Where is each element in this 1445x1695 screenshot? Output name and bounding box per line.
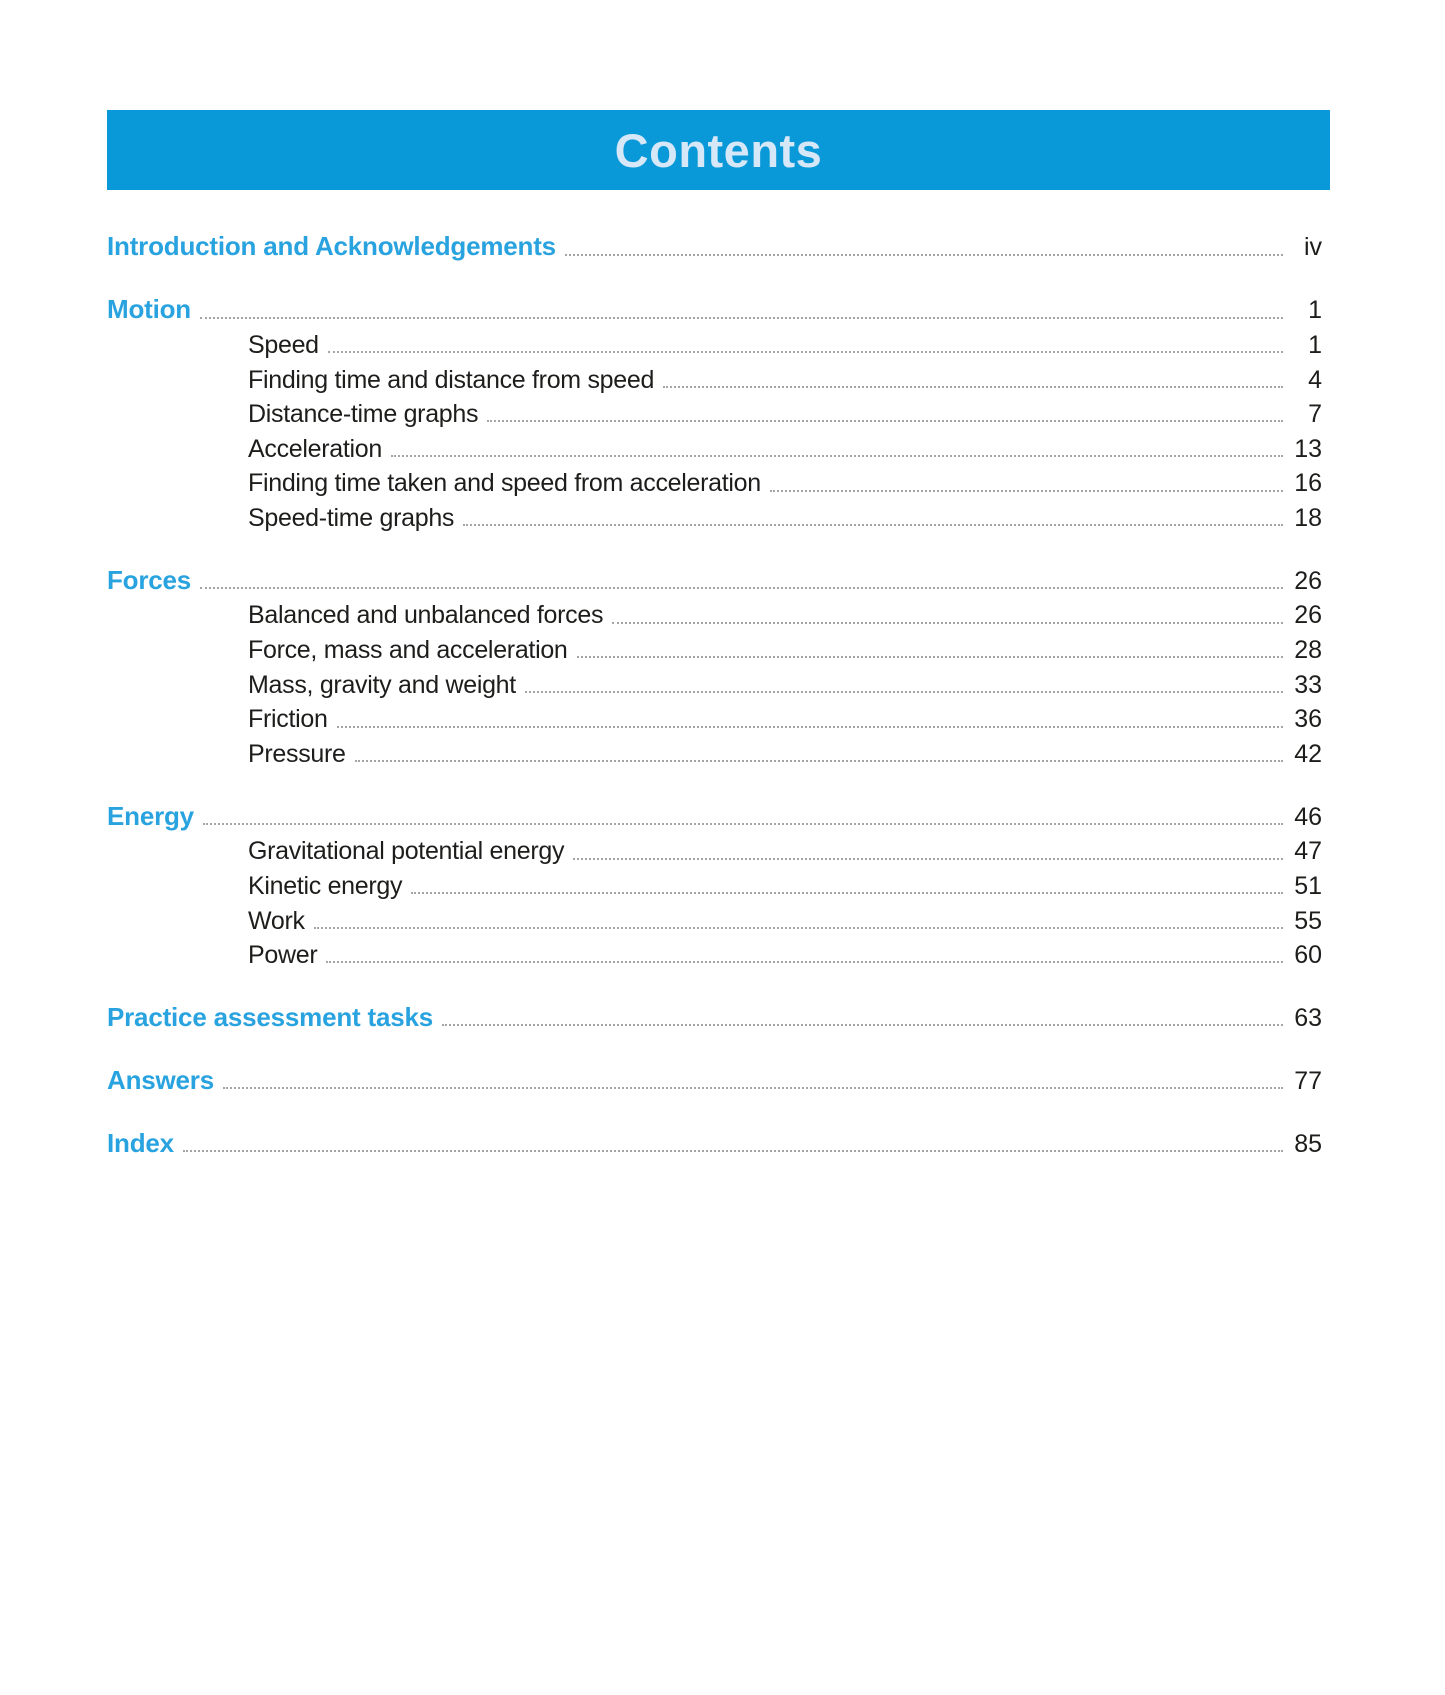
toc-entry-label: Answers: [107, 1065, 214, 1096]
dot-leader: [463, 524, 1283, 526]
toc-entry-label: Gravitational potential energy: [248, 837, 565, 866]
toc-item-row-work: [107, 899, 1322, 934]
toc-entry-label: Kinetic energy: [248, 872, 403, 901]
toc-item-row-gravitational-potential-energy: [107, 830, 1322, 865]
dot-leader: [487, 420, 1283, 422]
toc-page-number: 42: [1294, 739, 1322, 768]
toc-entry-label: Finding time taken and speed from acceleration: [248, 469, 761, 498]
toc-section-row-motion: [107, 289, 1322, 324]
toc-item-row-finding-time-and-distance-from-speed: [107, 358, 1322, 393]
toc-entry-label: Introduction and Acknowledgements: [107, 231, 556, 262]
toc-item-row-finding-time-taken-and-speed-from-acceleration: [107, 462, 1322, 497]
dot-leader: [612, 622, 1283, 624]
page-title: Contents: [614, 123, 823, 177]
toc-entry-label: Force, mass and acceleration: [248, 636, 568, 665]
dot-leader: [328, 351, 1283, 353]
toc-list: [107, 226, 1322, 1157]
dot-leader: [337, 726, 1283, 728]
toc-page-number: 13: [1294, 434, 1322, 463]
toc-entry-label: Speed-time graphs: [248, 503, 455, 532]
toc-page-number: iv: [1303, 233, 1322, 262]
toc-page-number: 26: [1294, 601, 1322, 630]
toc-item-row-speed-time-graphs: [107, 497, 1322, 532]
dot-leader: [525, 691, 1283, 693]
toc-entry-label: Practice assessment tasks: [107, 1002, 434, 1033]
toc-item-row-force-mass-and-acceleration: [107, 629, 1322, 664]
dot-leader: [577, 656, 1283, 658]
toc-entry-label: Work: [248, 906, 305, 935]
toc-item-row-kinetic-energy: [107, 865, 1322, 900]
toc-section-row-introduction-and-acknowledgements: [107, 226, 1322, 261]
toc-entry-label: Distance-time graphs: [248, 400, 479, 429]
toc-section-row-forces: [107, 560, 1322, 595]
contents-banner: [107, 110, 1330, 190]
toc-page-number: 77: [1294, 1067, 1322, 1096]
toc-page-number: 36: [1294, 705, 1322, 734]
dot-leader: [770, 490, 1283, 492]
toc-page-number: 85: [1294, 1130, 1322, 1159]
toc-item-row-balanced-and-unbalanced-forces: [107, 594, 1322, 629]
toc-entry-label: Acceleration: [248, 434, 382, 463]
toc-item-row-power: [107, 934, 1322, 969]
toc-page-number: 60: [1294, 941, 1322, 970]
toc-page-number: 46: [1294, 802, 1322, 831]
toc-page-number: 1: [1308, 330, 1322, 359]
toc-page-number: 7: [1308, 400, 1322, 429]
dot-leader: [411, 892, 1283, 894]
toc-page-number: 16: [1294, 469, 1322, 498]
toc-page-number: 26: [1294, 566, 1322, 595]
dot-leader: [391, 455, 1283, 457]
toc-page-number: 63: [1294, 1004, 1322, 1033]
dot-leader: [200, 587, 1283, 589]
dot-leader: [314, 927, 1283, 929]
dot-leader: [203, 823, 1283, 825]
dot-leader: [183, 1150, 1283, 1152]
toc-entry-label: Balanced and unbalanced forces: [248, 601, 604, 630]
toc-entry-label: Mass, gravity and weight: [248, 670, 516, 699]
toc-item-row-acceleration: [107, 427, 1322, 462]
toc-entry-label: Energy: [107, 800, 194, 831]
toc-page-number: 1: [1308, 296, 1322, 325]
dot-leader: [355, 760, 1283, 762]
toc-entry-label: Power: [248, 941, 318, 970]
toc-section-row-index: [107, 1123, 1322, 1158]
toc-page-number: 55: [1294, 906, 1322, 935]
toc-item-row-mass-gravity-and-weight: [107, 663, 1322, 698]
toc-section-row-energy: [107, 795, 1322, 830]
toc-page-number: 28: [1294, 636, 1322, 665]
dot-leader: [573, 858, 1283, 860]
dot-leader: [223, 1087, 1283, 1089]
toc-entry-label: Speed: [248, 330, 319, 359]
toc-item-row-friction: [107, 698, 1322, 733]
toc-page-number: 18: [1294, 503, 1322, 532]
dot-leader: [442, 1024, 1283, 1026]
toc-section-row-practice-assessment-tasks: [107, 997, 1322, 1032]
toc-entry-label: Pressure: [248, 739, 346, 768]
dot-leader: [200, 317, 1283, 319]
dot-leader: [565, 254, 1283, 256]
toc-page-number: 33: [1294, 670, 1322, 699]
toc-section-row-answers: [107, 1060, 1322, 1095]
toc-entry-label: Index: [107, 1128, 174, 1159]
toc-item-row-distance-time-graphs: [107, 393, 1322, 428]
dot-leader: [326, 961, 1283, 963]
toc-entry-label: Finding time and distance from speed: [248, 365, 655, 394]
toc-entry-label: Motion: [107, 294, 191, 325]
toc-item-row-speed: [107, 324, 1322, 359]
toc-page-number: 51: [1294, 872, 1322, 901]
toc-entry-label: Forces: [107, 564, 192, 595]
toc-item-row-pressure: [107, 733, 1322, 768]
toc-page-number: 4: [1308, 365, 1322, 394]
toc-entry-label: Friction: [248, 705, 328, 734]
toc-page-number: 47: [1294, 837, 1322, 866]
dot-leader: [663, 386, 1283, 388]
